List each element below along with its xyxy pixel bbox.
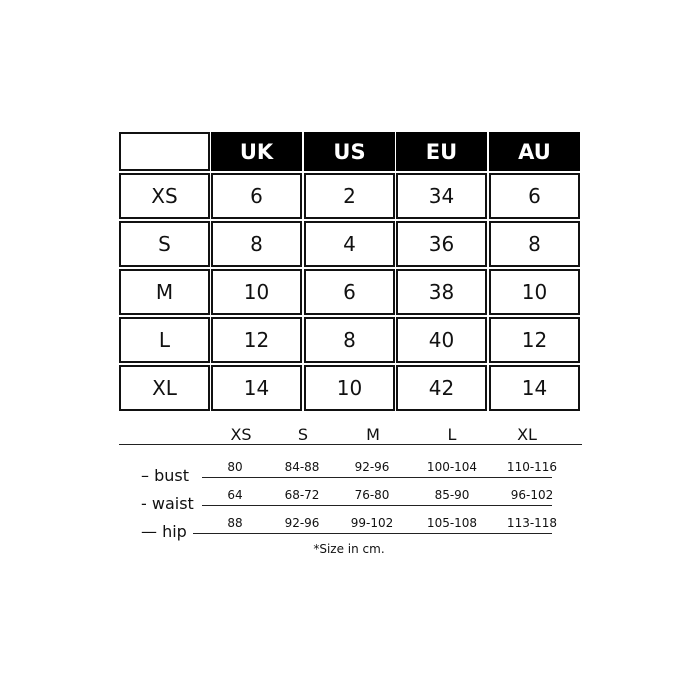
header-uk: UK — [211, 132, 302, 171]
size-value-cell: 14 — [211, 365, 302, 411]
measure-value: 64 — [227, 488, 243, 502]
size-value-cell: 6 — [489, 173, 580, 219]
measure-size-header: M — [366, 425, 380, 444]
measure-size-header: XL — [517, 425, 537, 444]
size-value-cell: 12 — [489, 317, 580, 363]
body-measurements — [119, 420, 582, 570]
size-value-cell: 42 — [396, 365, 487, 411]
size-value-cell: 10 — [304, 365, 395, 411]
measure-size-header: XS — [230, 425, 252, 444]
size-conversion-table — [119, 132, 582, 413]
size-label-cell: S — [119, 221, 210, 267]
measure-value: 92-96 — [284, 516, 320, 530]
measure-value: 85-90 — [434, 488, 470, 502]
size-value-cell: 2 — [304, 173, 395, 219]
measure-size-header: L — [447, 425, 457, 444]
measure-value: 76-80 — [354, 488, 390, 502]
measure-value: 84-88 — [284, 460, 320, 474]
measure-value: 68-72 — [284, 488, 320, 502]
corner-cell — [119, 132, 210, 171]
size-value-cell: 38 — [396, 269, 487, 315]
measure-row-label: — hip — [141, 522, 187, 541]
size-value-cell: 8 — [211, 221, 302, 267]
size-value-cell: 36 — [396, 221, 487, 267]
size-value-cell: 8 — [489, 221, 580, 267]
measure-value: 88 — [227, 516, 243, 530]
size-note: *Size in cm. — [313, 542, 385, 556]
measure-value: 80 — [227, 460, 243, 474]
measure-value: 100-104 — [426, 460, 478, 474]
size-label-cell: M — [119, 269, 210, 315]
measure-value: 110-116 — [506, 460, 558, 474]
header-eu: EU — [396, 132, 487, 171]
measure-row-label: – bust — [141, 466, 189, 485]
size-value-cell: 34 — [396, 173, 487, 219]
size-value-cell: 40 — [396, 317, 487, 363]
size-value-cell: 10 — [489, 269, 580, 315]
measure-row-rule — [193, 533, 552, 534]
header-au: AU — [489, 132, 580, 171]
measure-value: 105-108 — [426, 516, 478, 530]
size-value-cell: 8 — [304, 317, 395, 363]
measure-value: 92-96 — [354, 460, 390, 474]
measure-row-rule — [202, 477, 552, 478]
measure-value: 96-102 — [510, 488, 554, 502]
size-value-cell: 6 — [211, 173, 302, 219]
size-label-cell: XS — [119, 173, 210, 219]
size-value-cell: 6 — [304, 269, 395, 315]
header-rule — [119, 444, 582, 445]
measure-value: 113-118 — [506, 516, 558, 530]
size-value-cell: 4 — [304, 221, 395, 267]
size-value-cell: 10 — [211, 269, 302, 315]
header-us: US — [304, 132, 395, 171]
measure-row-rule — [202, 505, 552, 506]
measure-row-label: - waist — [141, 494, 194, 513]
size-label-cell: L — [119, 317, 210, 363]
size-label-cell: XL — [119, 365, 210, 411]
size-value-cell: 14 — [489, 365, 580, 411]
size-value-cell: 12 — [211, 317, 302, 363]
measure-size-header: S — [297, 425, 309, 444]
measure-value: 99-102 — [350, 516, 394, 530]
